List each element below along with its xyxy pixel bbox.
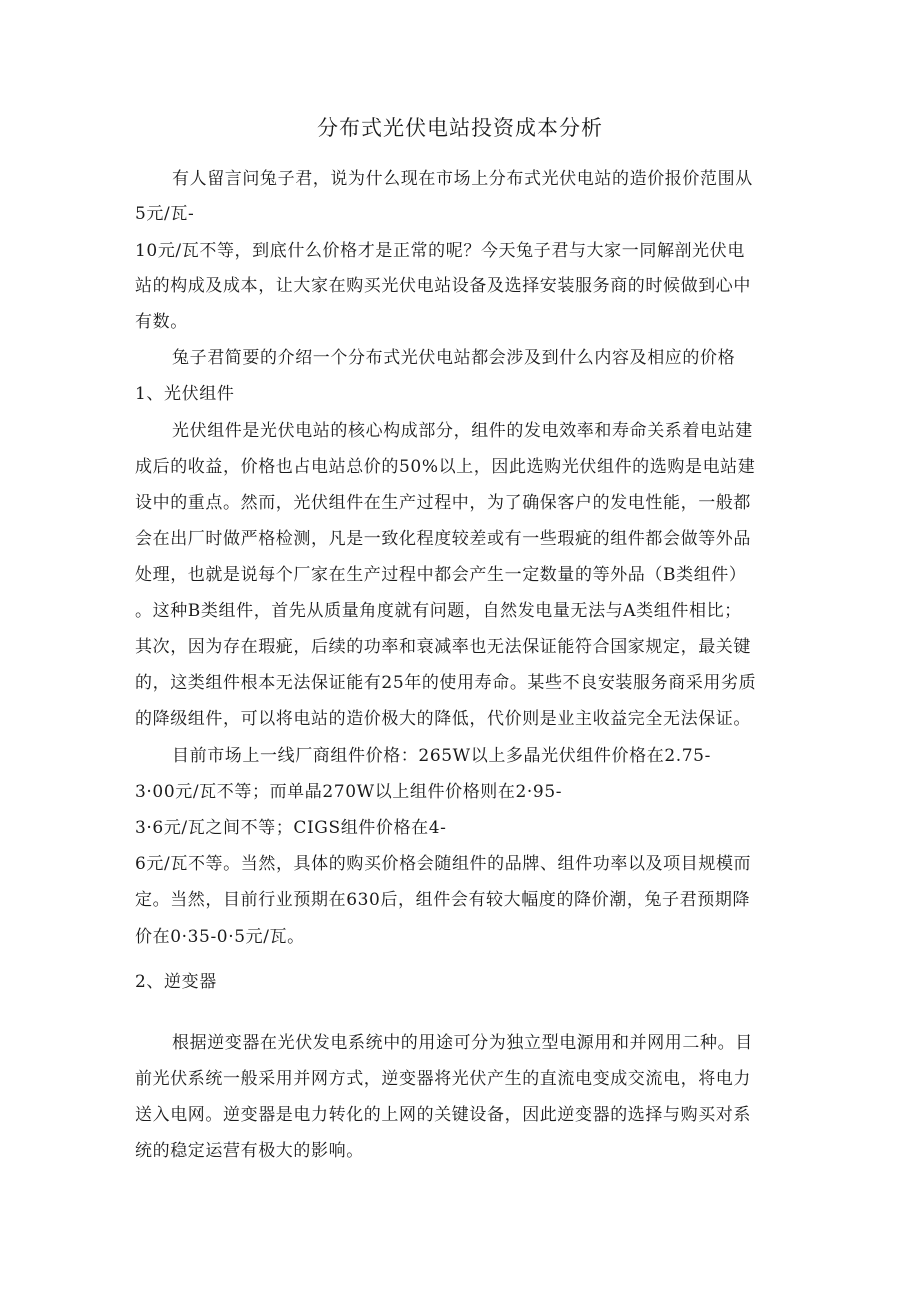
paragraph-line: 会在出厂时做严格检测，凡是一致化程度较差或有一些瑕疵的组件都会做等外品 <box>135 529 751 549</box>
paragraph-line: 其次，因为存在瑕疵，后续的功率和衰减率也无法保证能符合国家规定，最关键 <box>135 637 751 657</box>
paragraph-line: 有数。 <box>135 312 188 332</box>
paragraph-line: 兔子君简要的介绍一个分布式光伏电站都会涉及到什么内容及相应的价格 <box>172 348 736 368</box>
paragraph-line: 目前市场上一线厂商组件价格：265W以上多晶光伏组件价格在2.75- <box>172 746 711 766</box>
paragraph-line: 站的构成及成本，让大家在购买光伏电站设备及选择安装服务商的时候做到心中 <box>135 276 751 296</box>
paragraph-line: 设中的重点。然而，光伏组件在生产过程中，为了确保客户的发电性能，一般都 <box>135 493 751 513</box>
paragraph-line: 送入电网。逆变器是电力转化的上网的关键设备，因此逆变器的选择与购买对系 <box>135 1105 751 1125</box>
paragraph-line: 前光伏系统一般采用并网方式，逆变器将光伏产生的直流电变成交流电，将电力 <box>135 1069 751 1089</box>
paragraph-line: 的降级组件，可以将电站的造价极大的降低，代价则是业主收益完全无法保证。 <box>135 709 751 729</box>
paragraph-line: 价在0·35-0·5元/瓦。 <box>135 927 305 947</box>
paragraph-line: 有人留言问兔子君，说为什么现在市场上分布式光伏电站的造价报价范围从 <box>172 169 753 189</box>
section-heading: 1、光伏组件 <box>135 384 235 404</box>
paragraph-line: 根据逆变器在光伏发电系统中的用途可分为独立型电源用和并网用二种。目 <box>172 1033 753 1053</box>
paragraph-line: 5元/瓦- <box>135 204 195 224</box>
paragraph-line: 定。当然，目前行业预期在630后，组件会有较大幅度的降价潮，兔子君预期降 <box>135 890 751 910</box>
paragraph-line: 的，这类组件根本无法保证能有25年的使用寿命。某些不良安装服务商采用劣质 <box>135 673 757 693</box>
paragraph-line: 统的稳定运营有极大的影响。 <box>135 1141 364 1161</box>
paragraph-line: 10元/瓦不等，到底什么价格才是正常的呢？今天兔子君与大家一同解剖光伏电 <box>135 241 745 261</box>
paragraph-line: 光伏组件是光伏电站的核心构成部分，组件的发电效率和寿命关系着电站建 <box>172 421 753 441</box>
paragraph-line: 3·6元/瓦之间不等；CIGS组件价格在4- <box>135 818 447 838</box>
paragraph-line: 处理，也就是说每个厂家在生产过程中都会产生一定数量的等外品（B类组件） <box>135 565 747 585</box>
section-heading: 2、逆变器 <box>135 972 217 992</box>
paragraph-line: 3·00元/瓦不等；而单晶270W以上组件价格则在2·95- <box>135 782 563 802</box>
document-title: 分布式光伏电站投资成本分析 <box>317 116 603 140</box>
paragraph-line: 成后的收益，价格也占电站总价的50%以上，因此选购光伏组件的选购是电站建 <box>135 457 756 477</box>
paragraph-line: 6元/瓦不等。当然，具体的购买价格会随组件的品牌、组件功率以及项目规模而 <box>135 854 752 874</box>
paragraph-line: 。这种B类组件，首先从质量角度就有问题，自然发电量无法与A类组件相比； <box>135 601 742 621</box>
